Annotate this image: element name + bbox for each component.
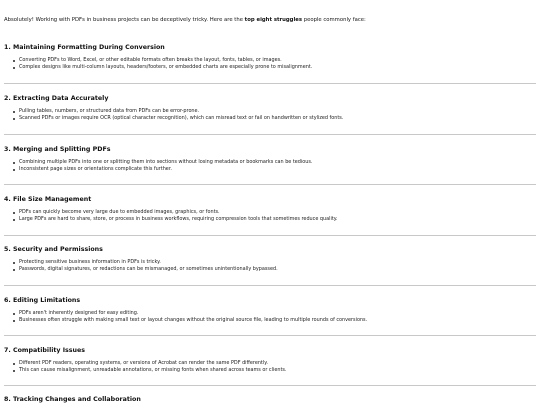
list-item: Passwords, digital signatures, or redactions can be mismanaged, or sometimes unintentionally bypassed. bbox=[19, 266, 536, 273]
list-item: Protecting sensitive business information in PDFs is tricky. bbox=[19, 259, 536, 266]
section-divider bbox=[4, 235, 536, 236]
section-heading: 2. Extracting Data Accurately bbox=[4, 95, 109, 102]
bullet-list bbox=[4, 209, 536, 223]
list-item: PDFs can quickly become very large due to embedded images, graphics, or fonts. bbox=[19, 209, 536, 216]
section-tracking-changes bbox=[4, 396, 536, 404]
list-item: This can cause misalignment, unreadable annotations, or missing fonts when shared across teams or clients. bbox=[19, 367, 536, 374]
intro-text-bold: top eight struggles bbox=[244, 17, 303, 23]
section-editing bbox=[4, 297, 536, 324]
list-item: Large PDFs are hard to share, store, or process in business workflows, requiring compression tools that sometimes reduce quality. bbox=[19, 216, 536, 223]
list-item: Different PDF readers, operating systems, or versions of Acrobat can render the same PDF differently. bbox=[19, 360, 536, 367]
intro-text-before: Absolutely! Working with PDFs in business projects can be deceptively tricky. Here are the bbox=[4, 17, 245, 23]
section-heading: 1. Maintaining Formatting During Conversion bbox=[4, 44, 165, 51]
intro-paragraph bbox=[4, 17, 534, 24]
bullet-list bbox=[4, 360, 536, 374]
section-security bbox=[4, 246, 536, 273]
section-heading: 3. Merging and Splitting PDFs bbox=[4, 146, 111, 153]
list-item: Complex designs like multi-column layouts, headers/footers, or embedded charts are especially prone to misalignment. bbox=[19, 64, 536, 71]
list-item: Pulling tables, numbers, or structured data from PDFs can be error-prone. bbox=[19, 108, 536, 115]
section-compatibility bbox=[4, 347, 536, 374]
section-extracting-data bbox=[4, 95, 536, 122]
list-item: Combining multiple PDFs into one or splitting them into sections without losing metadata or bookmarks can be tedious. bbox=[19, 159, 536, 166]
section-divider bbox=[4, 134, 536, 135]
intro-text-after: people commonly face: bbox=[302, 17, 366, 23]
section-divider bbox=[4, 385, 536, 386]
section-heading: 8. Tracking Changes and Collaboration bbox=[4, 396, 141, 403]
section-merging-splitting bbox=[4, 146, 536, 173]
list-item: Converting PDFs to Word, Excel, or other editable formats often breaks the layout, fonts, tables, or images. bbox=[19, 57, 536, 64]
section-heading: 5. Security and Permissions bbox=[4, 246, 103, 253]
section-divider bbox=[4, 335, 536, 336]
section-file-size bbox=[4, 196, 536, 223]
section-divider bbox=[4, 83, 536, 84]
section-formatting bbox=[4, 44, 536, 71]
list-item: Inconsistent page sizes or orientations complicate this further. bbox=[19, 166, 536, 173]
bullet-list bbox=[4, 57, 536, 71]
section-divider bbox=[4, 184, 536, 185]
section-heading: 7. Compatibility Issues bbox=[4, 347, 86, 354]
list-item: Businesses often struggle with making small text or layout changes without the original source file, leading to multiple rounds of conversions. bbox=[19, 317, 536, 324]
section-heading: 6. Editing Limitations bbox=[4, 297, 81, 304]
list-item: PDFs aren't inherently designed for easy editing. bbox=[19, 310, 536, 317]
bullet-list bbox=[4, 159, 536, 173]
bullet-list bbox=[4, 108, 536, 122]
bullet-list bbox=[4, 310, 536, 324]
section-heading: 4. File Size Management bbox=[4, 196, 92, 203]
section-divider bbox=[4, 285, 536, 286]
bullet-list bbox=[4, 259, 536, 273]
list-item: Scanned PDFs or images require OCR (optical character recognition), which can misread text or fail on handwritten or stylized fonts. bbox=[19, 115, 536, 122]
